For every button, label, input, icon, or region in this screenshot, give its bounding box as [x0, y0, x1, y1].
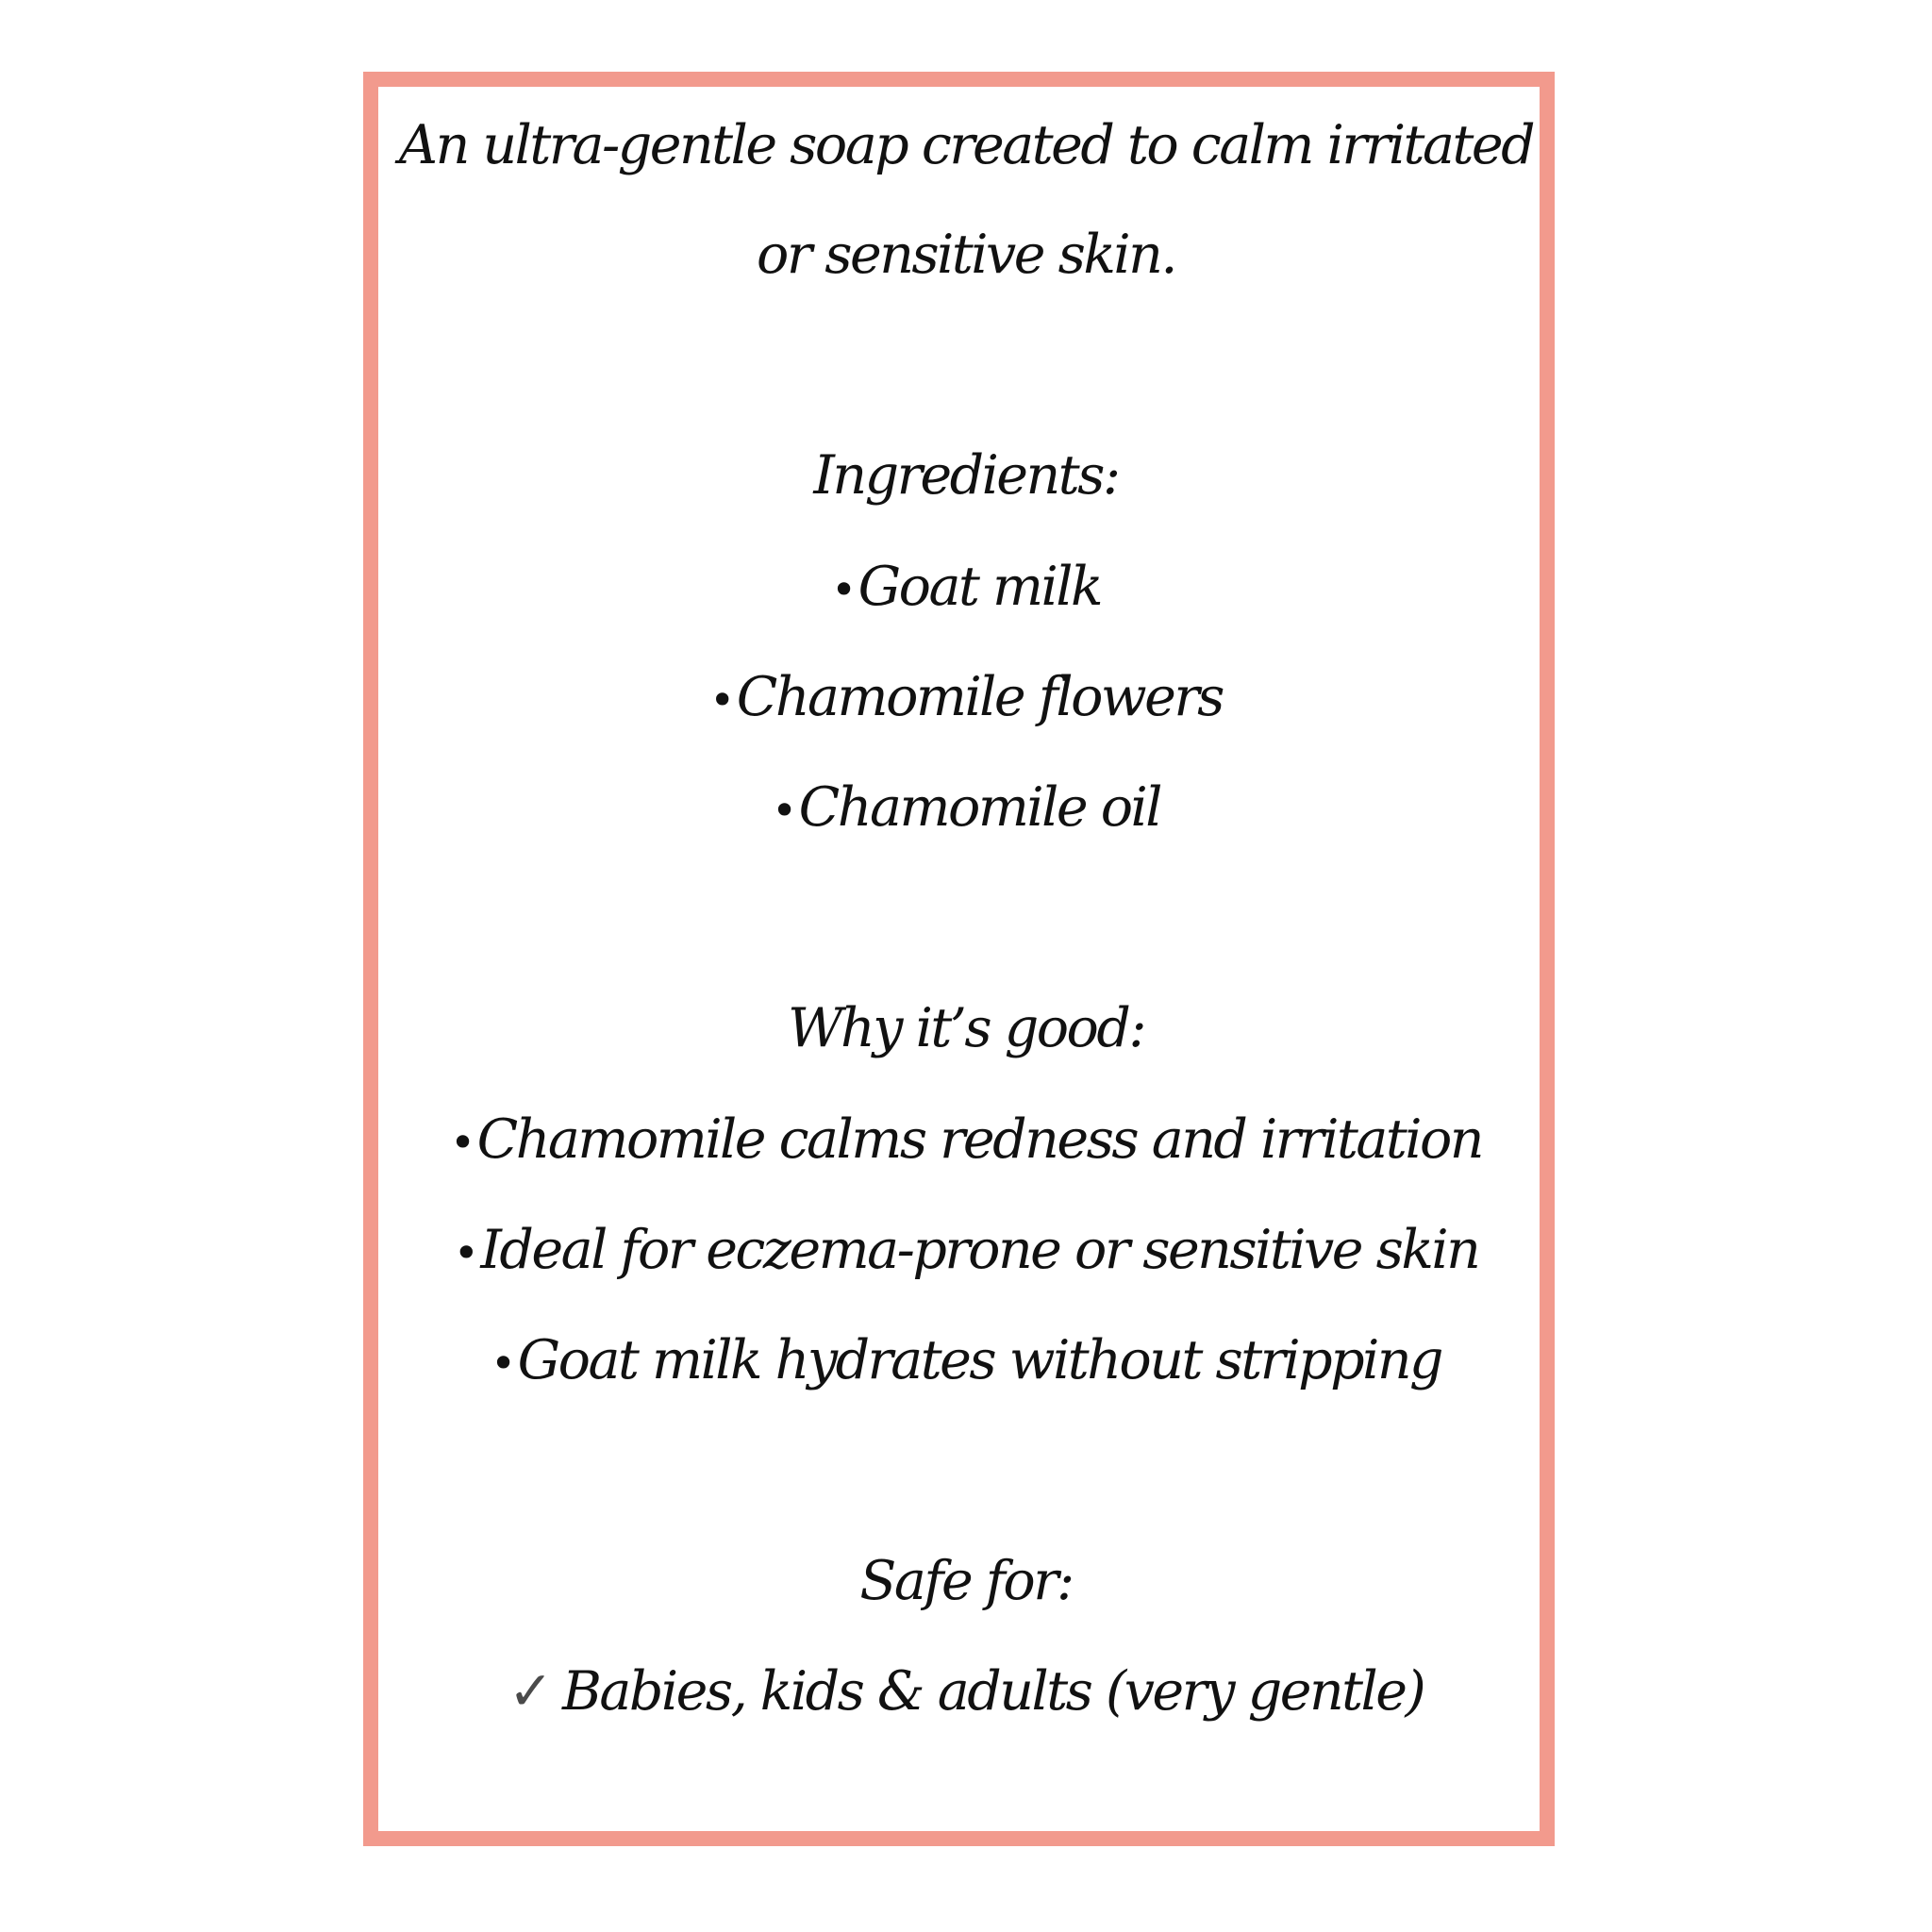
safety-heading: Safe for: [859, 1550, 1073, 1612]
ingredient-item [0, 556, 1932, 618]
ingredient-item-label: Chamomile flowers [736, 666, 1223, 728]
bullet-icon: • [490, 1338, 514, 1389]
ingredient-item-label: Goat milk [858, 556, 1102, 618]
benefit-item-label: Ideal for eczema-prone or sensitive skin [480, 1219, 1479, 1281]
ingredient-item [0, 776, 1932, 839]
bullet-icon: • [449, 1117, 474, 1168]
bullet-icon: • [772, 785, 795, 836]
intro-line-2: or sensitive skin. [757, 224, 1175, 286]
benefit-item [0, 1219, 1932, 1281]
intro-line-1: An ultra-gentle soap created to calm irritated [398, 114, 1534, 176]
benefit-item-label: Goat milk hydrates without stripping [517, 1329, 1442, 1391]
checkmark-icon: ✓ [508, 1660, 551, 1723]
safety-item-label: Babies, kids & adults (very gentle) [562, 1660, 1424, 1723]
benefit-item-label: Chamomile calms redness and irritation [476, 1108, 1483, 1171]
benefits-heading: Why it’s good: [787, 997, 1145, 1059]
ingredients-heading: Ingredients: [813, 444, 1119, 507]
benefit-item [0, 1329, 1932, 1391]
bullet-icon: • [709, 675, 733, 725]
bullet-icon: • [830, 564, 855, 615]
benefit-item [0, 1108, 1932, 1171]
bullet-icon: • [453, 1227, 477, 1278]
ingredient-item-label: Chamomile oil [798, 776, 1160, 839]
safety-item [0, 1660, 1932, 1723]
ingredient-item [0, 666, 1932, 728]
